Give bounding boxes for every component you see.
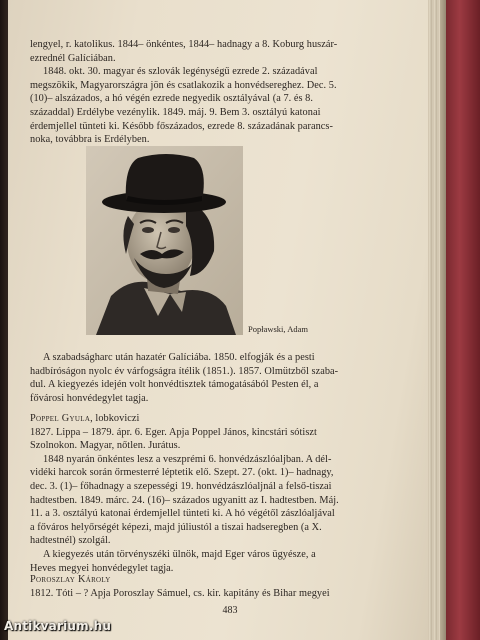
- text-line: megszökik, Magyarországra jön és csatlakozik a honvédsereghez. Dec. 5.: [30, 79, 337, 91]
- text-line: 1848 nyarán önkéntes lesz a veszprémi 6. honvédzászlóaljban. A dél-: [43, 453, 332, 465]
- text-line: Heves megyei honvédegylet tagja.: [30, 562, 174, 574]
- entry-heading: [30, 412, 416, 426]
- text-line: A kiegyezés után törvényszéki ülnök, majd Eger város ügyésze, a: [43, 548, 316, 560]
- text-line: dec. 3. (1)– főhadnagy a szepességi 19. honvédzászlóaljnál a felső-tiszai: [30, 480, 332, 492]
- figure-caption: Popławski, Adam: [248, 324, 308, 334]
- text-line: hadtestnél) szolgál.: [30, 535, 111, 547]
- text-line: érdemjellel tünteti ki. Később főszázados, ezrede 8. századának parancs-: [30, 120, 333, 132]
- book-cover: [446, 0, 480, 640]
- entry-name: Poroszlay Károly: [30, 574, 111, 585]
- text-line: hadbíróságon nyolc év várfogságra ítélik (1851.). 1857. Olmützből szaba-: [30, 365, 339, 377]
- entry-name: Poppel Gyula: [30, 413, 91, 424]
- text-line: noka, továbbra is Erdélyben.: [30, 134, 150, 146]
- entry-3-text: [30, 573, 416, 600]
- text-line: dul. A kiegyezés idején volt honvédtisztek támogatásából Pesten él, a: [30, 379, 319, 391]
- text-line: (10)– alszázados, a hó végén ezrede negyedik osztályával (a 7. és 8.: [30, 93, 314, 105]
- entry-1-continuation: [30, 351, 416, 405]
- text-line: Szolnokon. Magyar, nőtlen. Jurátus.: [30, 440, 181, 452]
- entry-suffix: , lobkoviczi: [90, 413, 140, 424]
- page-number: 483: [222, 605, 238, 616]
- text-line: fővárosi honvédegylet tagja.: [30, 392, 149, 404]
- text-line: lengyel, r. katolikus. 1844– önkéntes, 1844– hadnagy a 8. Koburg huszár-: [30, 39, 338, 50]
- text-line: 1827. Lippa – 1879. ápr. 6. Eger. Apja Poppel János, kincstári sótiszt: [30, 426, 317, 438]
- text-line: 1812. Tóti – ? Apja Poroszlay Sámuel, cs. kir. kapitány és Bihar megyei: [30, 587, 330, 599]
- text-line: a főváros helyőrségét képezi, majd júliustól a tiszai hadseregben (a X.: [30, 521, 322, 533]
- text-line: 1848. okt. 30. magyar és szlovák legénységű ezrede 2. századával: [43, 66, 318, 78]
- text-line: vidéki harcok során őrmesterré léptetik elő. Szept. 27. (okt. 1)– hadnagy,: [30, 467, 334, 479]
- text-line: 11. a 3. osztályú katonai érdemjellel tünteti ki. A hó végétől zászlóaljával: [30, 508, 335, 520]
- text-line: A szabadságharc után hazatér Galíciába. 1850. elfogják és a pesti: [43, 352, 315, 363]
- text-line: ezrednél Galíciában.: [30, 52, 116, 64]
- entry-2-text: [30, 412, 416, 575]
- watermark-logo: Antikvarium.hu: [4, 619, 112, 633]
- text-line: századdal) Erdélybe vezénylik. 1849. máj. 9. Bem 3. osztályú katonai: [30, 106, 321, 118]
- text-line: hadtestben. 1849. márc. 24. (16)– százados ugyanitt az I. hadtestben. Máj.: [30, 494, 339, 506]
- portrait-image: [86, 146, 243, 335]
- entry-1-text: [30, 38, 416, 147]
